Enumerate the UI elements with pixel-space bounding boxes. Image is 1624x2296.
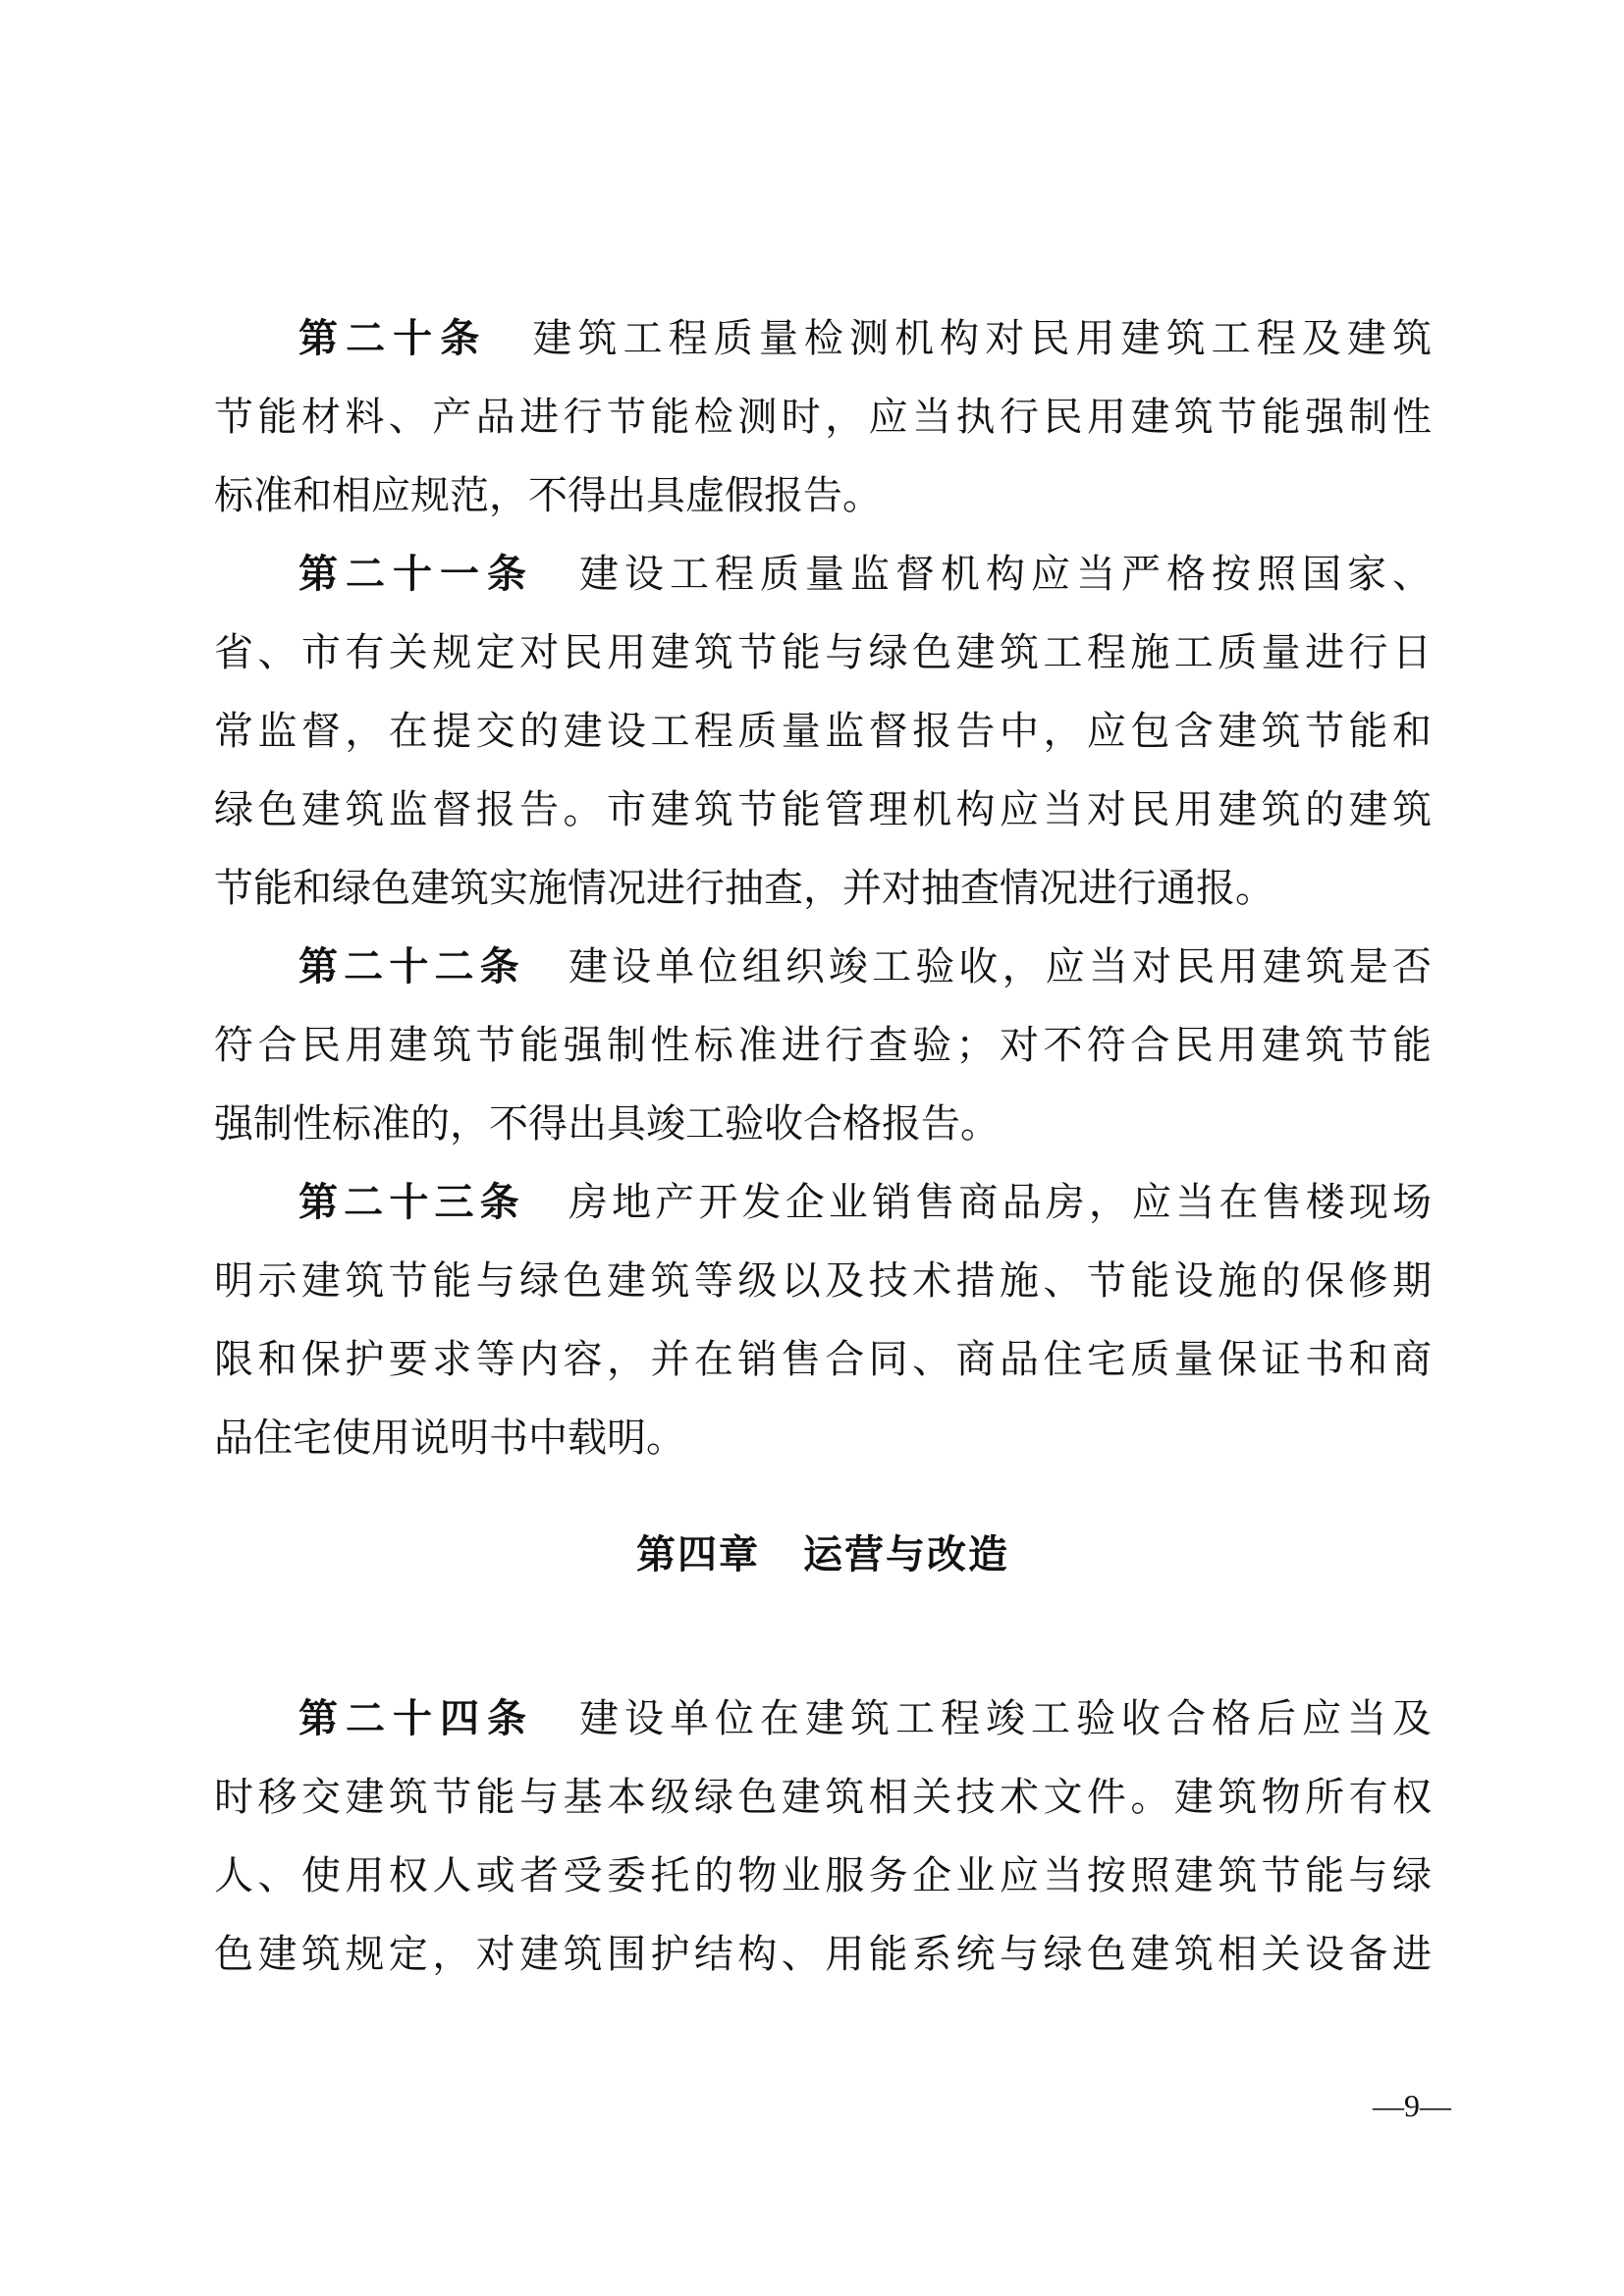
chapter-title: 运营与改造: [803, 1532, 1009, 1577]
article-20-label: 第二十条: [298, 316, 488, 361]
article-21-line-5: 节能和绿色建筑实施情况进行抽查，并对抽查情况进行通报。: [214, 866, 1274, 911]
article-21-line-1: [298, 535, 1432, 614]
article-24-line-4: 色建筑规定，对建筑围护结构、用能系统与绿色建筑相关设备进: [214, 1932, 1432, 1977]
article-22-line-1: [298, 928, 1432, 1006]
article-23-label: 第二十三条: [298, 1180, 525, 1225]
article-23-line-1: [298, 1163, 1432, 1242]
chapter-heading: [214, 1516, 1432, 1594]
chapter-number: 第四章: [636, 1532, 760, 1577]
article-24-text: 建设单位在建筑工程竣工验收合格后应当及: [573, 1696, 1432, 1741]
article-23-line-3: 限和保护要求等内容，并在销售合同、商品住宅质量保证书和商: [214, 1337, 1432, 1382]
article-21-line-4: 绿色建筑监督报告。市建筑节能管理机构应当对民用建筑的建筑: [214, 787, 1432, 832]
article-20-line-3: 标准和相应规范，不得出具虚假报告。: [214, 473, 882, 518]
article-24-line-2: 时移交建筑节能与基本级绿色建筑相关技术文件。建筑物所有权: [214, 1775, 1432, 1820]
article-22-line-2: 符合民用建筑节能强制性标准进行查验；对不符合民用建筑节能: [214, 1023, 1432, 1068]
article-24-label: 第二十四条: [298, 1696, 534, 1741]
article-21-line-2: 省、市有关规定对民用建筑节能与绿色建筑工程施工质量进行日: [214, 630, 1432, 675]
page-number: —9—: [1373, 2088, 1451, 2123]
article-21-line-3: 常监督，在提交的建设工程质量监督报告中，应包含建筑节能和: [214, 709, 1432, 754]
article-22-text: 建设单位组织竣工验收，应当对民用建筑是否: [564, 944, 1433, 989]
article-24-line-1: [298, 1680, 1432, 1758]
article-24-line-3: 人、使用权人或者受委托的物业服务企业应当按照建筑节能与绿: [214, 1853, 1432, 1898]
article-20-line-2: 节能材料、产品进行节能检测时，应当执行民用建筑节能强制性: [214, 395, 1432, 440]
article-23-line-2: 明示建筑节能与绿色建筑等级以及技术措施、节能设施的保修期: [214, 1258, 1432, 1304]
article-22-line-3: 强制性标准的，不得出具竣工验收合格报告。: [214, 1101, 1000, 1147]
article-22-label: 第二十二条: [298, 944, 525, 989]
article-21-text: 建设工程质量监督机构应当严格按照国家、: [573, 552, 1432, 597]
article-20-text: 建筑工程质量检测机构对民用建筑工程及建筑: [526, 316, 1433, 361]
article-21-label: 第二十一条: [298, 552, 534, 597]
article-23-line-4: 品住宅使用说明书中载明。: [214, 1415, 685, 1461]
article-20-line-1: [298, 299, 1432, 378]
article-23-text: 房地产开发企业销售商品房，应当在售楼现场: [564, 1180, 1433, 1225]
